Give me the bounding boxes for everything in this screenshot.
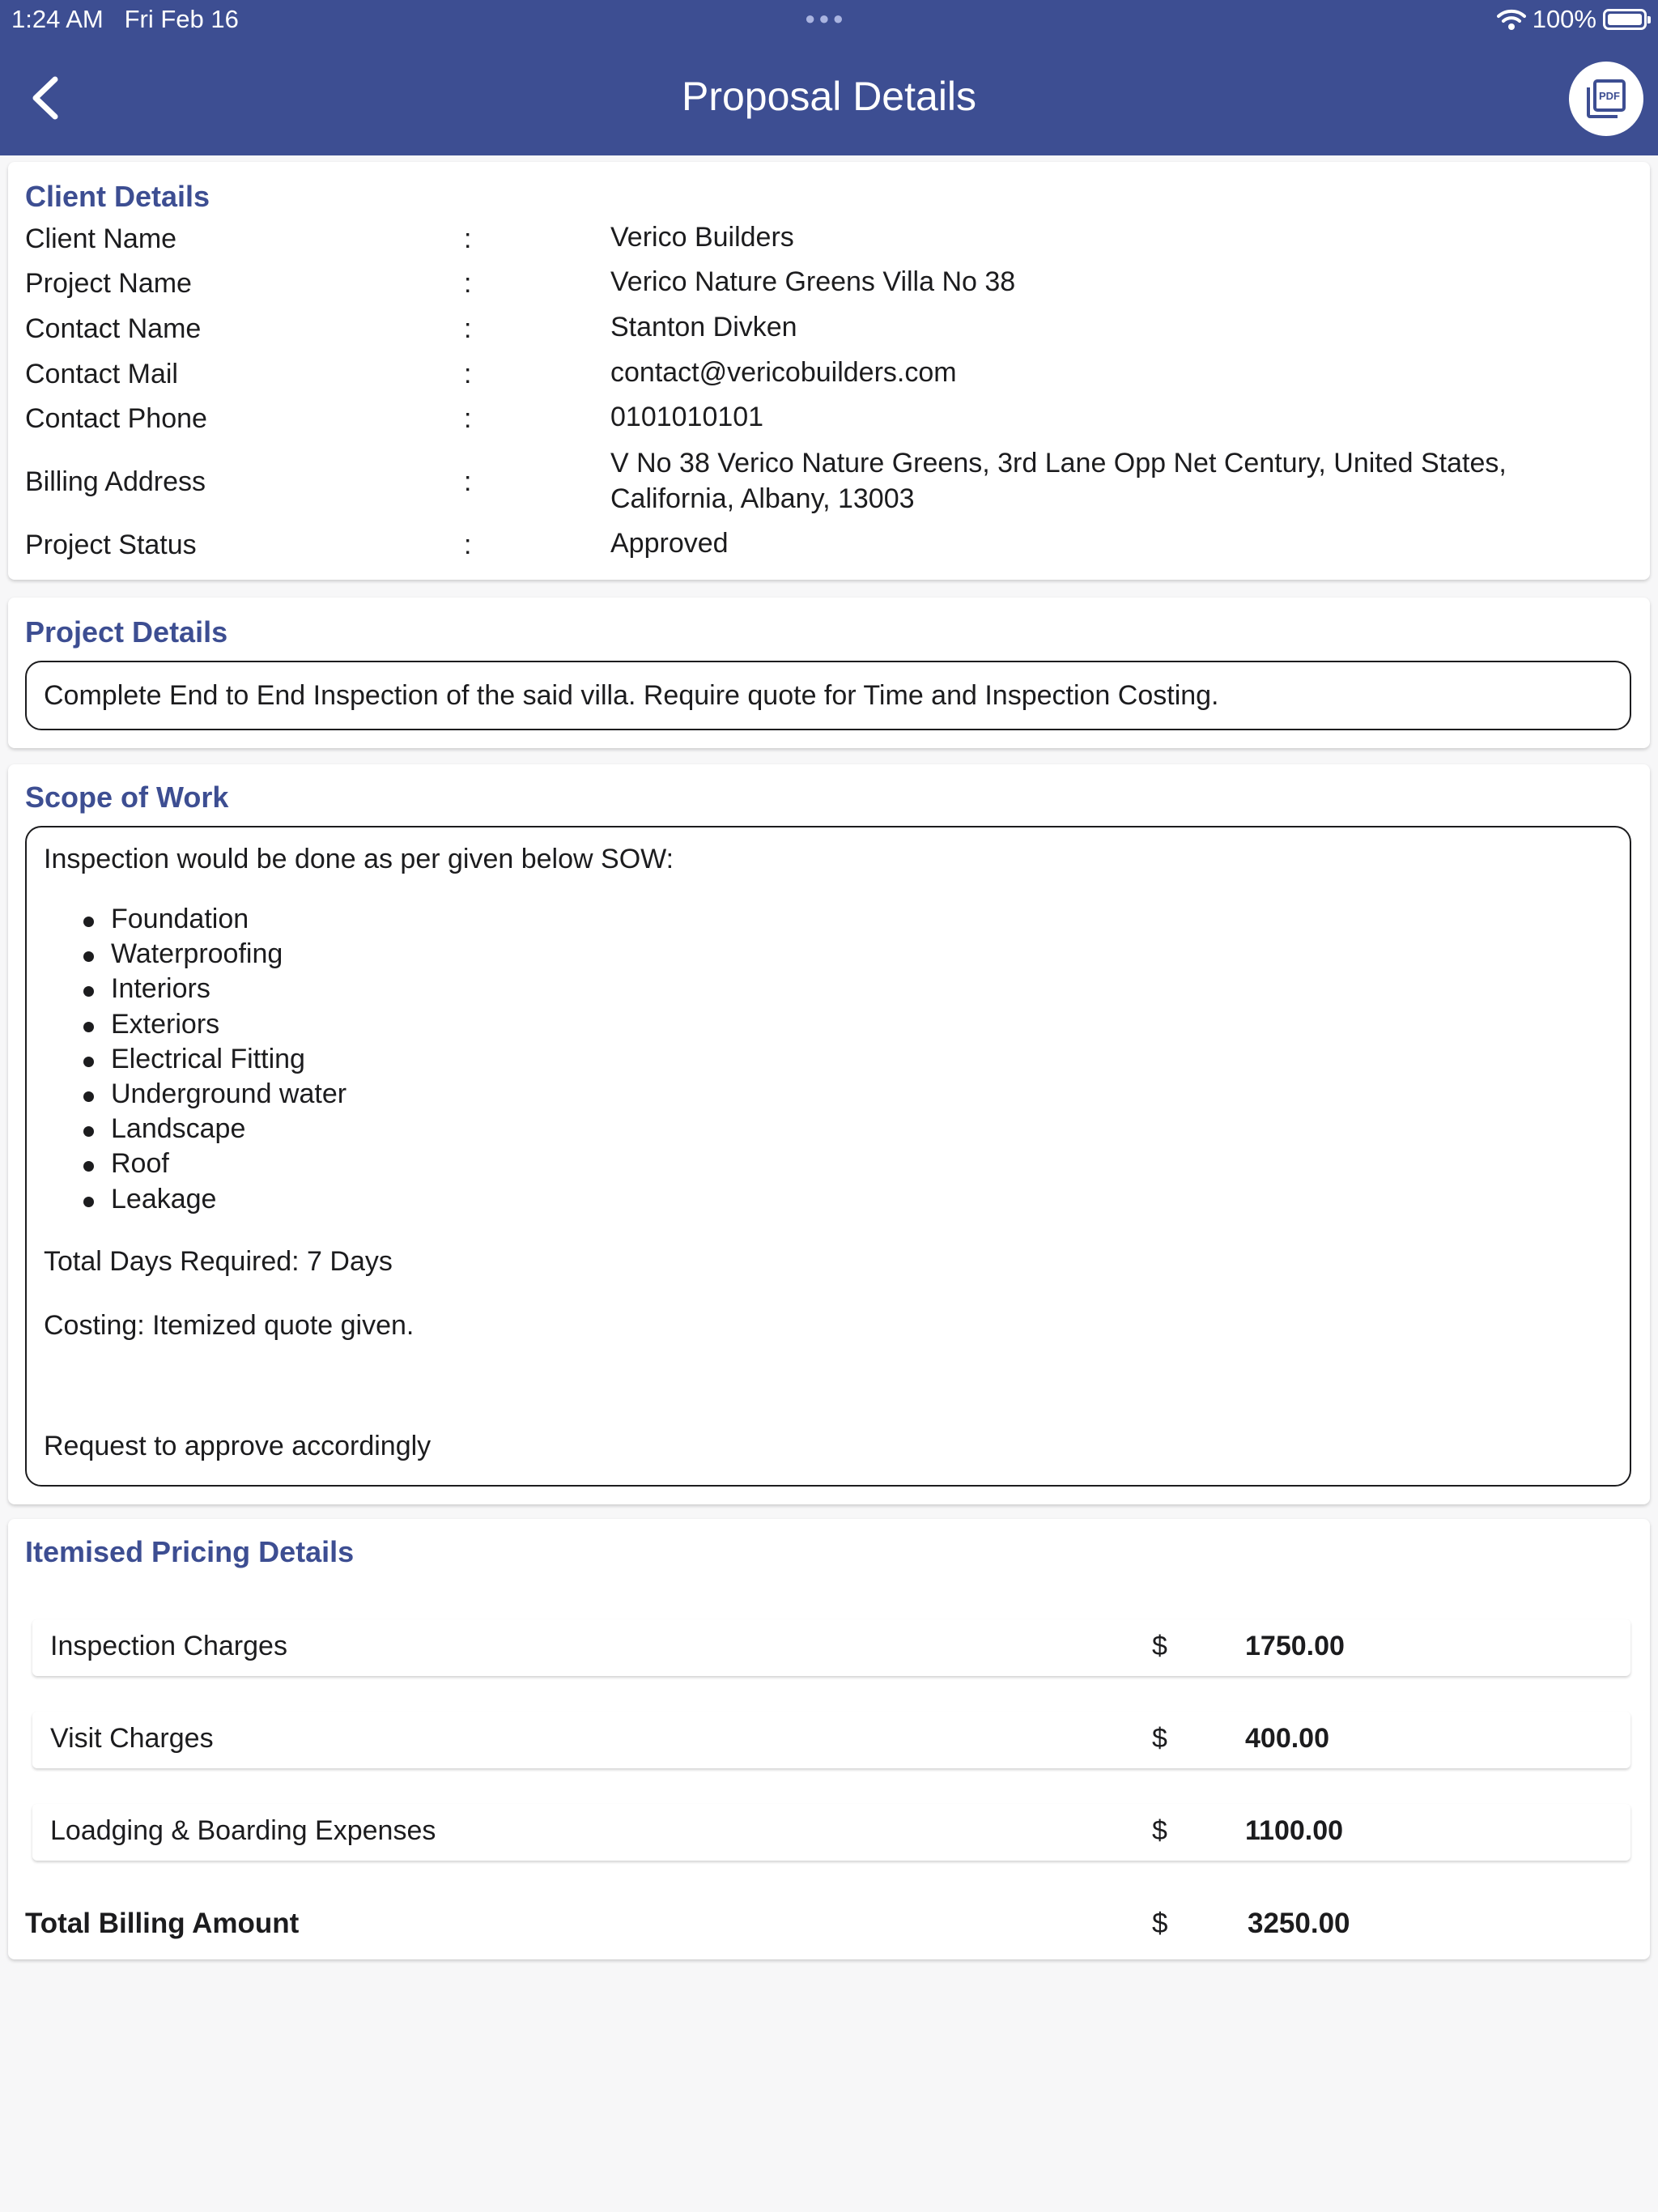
- label-contact-mail: Contact Mail: [25, 359, 178, 389]
- total-label: Total Billing Amount: [25, 1908, 300, 1939]
- value-project-status: Approved: [610, 528, 729, 559]
- price-row: [32, 1804, 1630, 1861]
- total-currency: $: [1152, 1908, 1168, 1939]
- pdf-icon-label: PDF: [1599, 90, 1620, 102]
- price-row: [32, 1619, 1630, 1676]
- price-label: Loadging & Boarding Expenses: [50, 1815, 436, 1846]
- price-amount: 1750.00: [1245, 1631, 1345, 1661]
- status-date: Fri Feb 16: [124, 5, 239, 33]
- currency-symbol: $: [1152, 1631, 1167, 1661]
- battery-percent: 100%: [1532, 5, 1596, 33]
- currency-symbol: $: [1152, 1723, 1167, 1754]
- label-project-name: Project Name: [25, 268, 192, 299]
- battery-icon: [1603, 9, 1647, 30]
- section-title-pricing: Itemised Pricing Details: [25, 1535, 355, 1568]
- client-details-card: [8, 162, 1650, 580]
- pdf-button[interactable]: [1569, 62, 1643, 136]
- price-amount: 400.00: [1245, 1723, 1329, 1754]
- list-item: Electrical Fitting: [83, 1042, 346, 1077]
- colon: :: [464, 268, 472, 299]
- project-description-box: [25, 661, 1631, 730]
- colon: :: [464, 530, 472, 560]
- section-title-scope: Scope of Work: [25, 781, 229, 814]
- currency-symbol: $: [1152, 1815, 1167, 1846]
- sow-days: Total Days Required: 7 Days: [44, 1246, 393, 1277]
- price-label: Inspection Charges: [50, 1631, 287, 1661]
- scope-description-box: [25, 826, 1631, 1487]
- label-project-status: Project Status: [25, 530, 197, 560]
- price-label: Visit Charges: [50, 1723, 214, 1754]
- price-row: [32, 1712, 1630, 1768]
- list-item: Underground water: [83, 1077, 346, 1112]
- sow-request: Request to approve accordingly: [44, 1431, 432, 1461]
- value-project-name: Verico Nature Greens Villa No 38: [610, 266, 1016, 297]
- value-client-name: Verico Builders: [610, 222, 794, 253]
- section-title-client: Client Details: [25, 180, 210, 213]
- value-contact-mail: contact@vericobuilders.com: [610, 357, 957, 388]
- list-item: Waterproofing: [83, 937, 346, 972]
- status-time: [11, 5, 239, 34]
- list-item: Interiors: [83, 972, 346, 1006]
- sow-list: [83, 902, 346, 1217]
- colon: :: [464, 223, 472, 254]
- project-description: Complete End to End Inspection of the said villa. Require quote for Time and Inspection Costing.: [44, 680, 1219, 711]
- label-client-name: Client Name: [25, 223, 177, 254]
- app-header: [0, 0, 1658, 155]
- list-item: Leakage: [83, 1182, 346, 1217]
- pricing-card: [8, 1519, 1650, 1959]
- label-contact-phone: Contact Phone: [25, 403, 207, 434]
- section-title-project: Project Details: [25, 615, 228, 649]
- value-contact-phone: 0101010101: [610, 402, 764, 432]
- colon: :: [464, 466, 472, 497]
- multitasking-dots-icon[interactable]: ●●●: [805, 8, 847, 28]
- project-details-card: [8, 598, 1650, 748]
- list-item: Exteriors: [83, 1007, 346, 1042]
- pdf-icon: [1584, 76, 1629, 121]
- sow-intro: Inspection would be done as per given below SOW:: [44, 844, 674, 874]
- colon: :: [464, 313, 472, 344]
- sow-costing: Costing: Itemized quote given.: [44, 1310, 414, 1341]
- label-contact-name: Contact Name: [25, 313, 202, 344]
- list-item: Foundation: [83, 902, 346, 937]
- colon: :: [464, 403, 472, 434]
- status-indicators: [1497, 5, 1647, 34]
- scope-of-work-card: [8, 764, 1650, 1504]
- total-amount: 3250.00: [1248, 1908, 1350, 1939]
- colon: :: [464, 359, 472, 389]
- status-clock: 1:24 AM: [11, 5, 104, 33]
- list-item: Landscape: [83, 1112, 346, 1146]
- price-amount: 1100.00: [1245, 1815, 1344, 1846]
- wifi-icon: [1497, 8, 1526, 31]
- page-title: Proposal Details: [681, 74, 977, 119]
- value-contact-name: Stanton Divken: [610, 312, 797, 342]
- label-billing-address: Billing Address: [25, 466, 206, 497]
- list-item: Roof: [83, 1146, 346, 1181]
- value-billing-address: V No 38 Verico Nature Greens, 3rd Lane Opp Net Century, United States, California, Albany, 13003: [610, 448, 1507, 514]
